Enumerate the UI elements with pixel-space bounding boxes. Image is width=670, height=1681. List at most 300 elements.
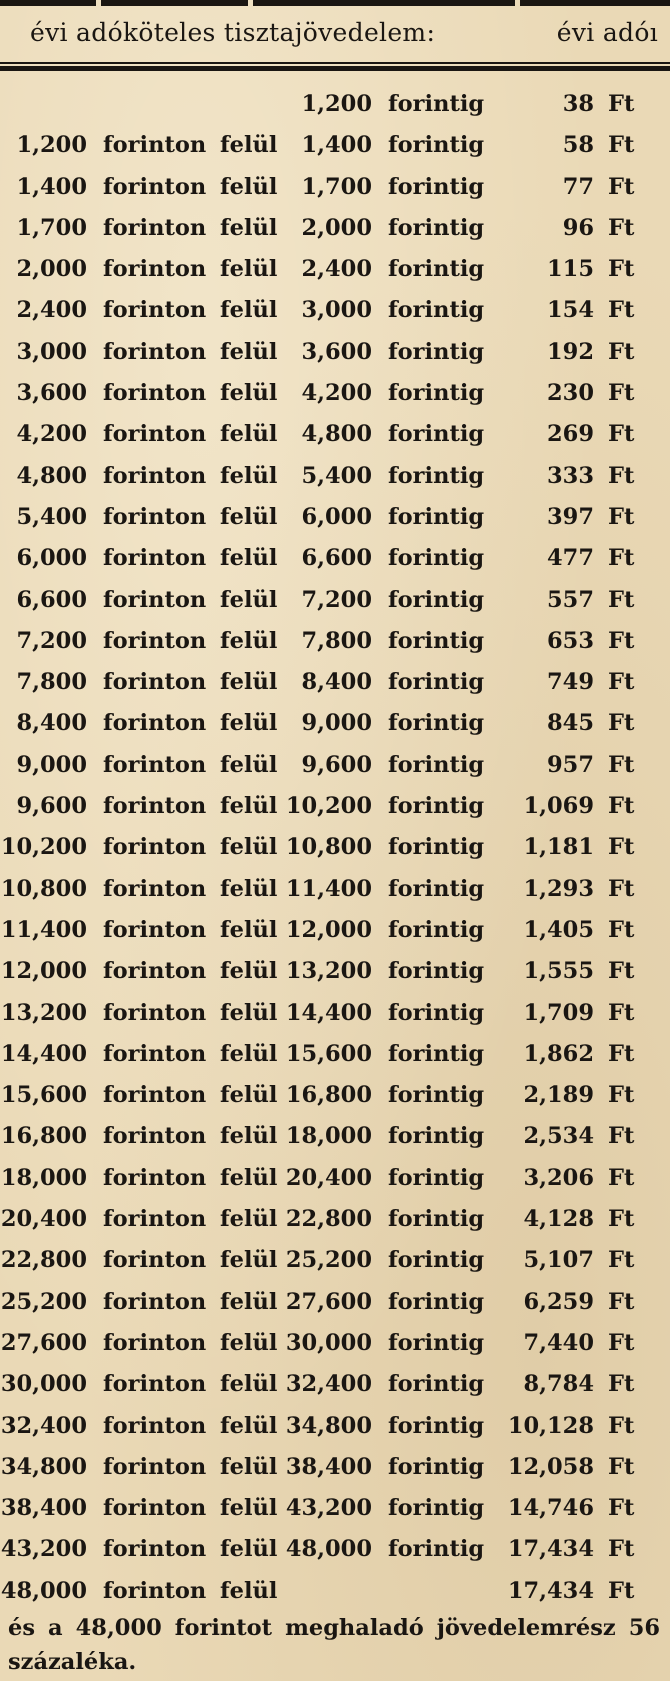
annual-tax: 6,259 (523, 1288, 594, 1315)
income-column-heading: évi adóköteles tisztajövedelem: (30, 18, 436, 47)
currency-label-from: forinton (103, 503, 207, 530)
currency-label-from: forinton (103, 545, 207, 572)
above-label: felül (220, 627, 278, 654)
income-from: 9,000 (16, 751, 87, 778)
footnote-line-1: és a 48,000 forintot meghaladó jövedelemrész 56 (8, 1615, 660, 1641)
currency-unit: Ft (608, 214, 635, 241)
income-to: 8,400 (301, 669, 372, 696)
currency-label-to: forintig (388, 710, 485, 737)
currency-unit: Ft (608, 173, 635, 200)
above-label: felül (220, 132, 278, 159)
annual-tax: 96 (562, 214, 594, 241)
table-row (0, 996, 670, 1037)
above-label: felül (220, 1040, 278, 1067)
annual-tax: 230 (547, 380, 594, 407)
income-from: 6,000 (16, 545, 87, 572)
currency-label-from: forinton (103, 462, 207, 489)
currency-label-to: forintig (388, 1040, 485, 1067)
currency-label-from: forinton (103, 214, 207, 241)
currency-unit: Ft (608, 1536, 635, 1563)
income-from: 30,000 (0, 1371, 87, 1398)
currency-label-to: forintig (388, 421, 485, 448)
income-from: 14,400 (0, 1040, 87, 1067)
annual-tax: 1,181 (523, 834, 594, 861)
income-from: 27,600 (0, 1329, 87, 1356)
income-to: 5,400 (301, 462, 372, 489)
income-to: 1,700 (301, 173, 372, 200)
currency-label-to: forintig (388, 173, 485, 200)
currency-label-from: forinton (103, 338, 207, 365)
currency-unit: Ft (608, 462, 635, 489)
currency-unit: Ft (608, 710, 635, 737)
annual-tax: 115 (547, 256, 594, 283)
table-row (0, 1532, 670, 1573)
above-label: felül (220, 751, 278, 778)
currency-label-from: forinton (103, 1329, 207, 1356)
annual-tax: 397 (547, 503, 594, 530)
currency-label-to: forintig (388, 503, 485, 530)
currency-label-from: forinton (103, 1040, 207, 1067)
annual-tax: 17,434 (507, 1577, 594, 1604)
currency-unit: Ft (608, 1082, 635, 1109)
currency-unit: Ft (608, 1329, 635, 1356)
table-row (0, 500, 670, 541)
currency-label-from: forinton (103, 132, 207, 159)
above-label: felül (220, 462, 278, 489)
annual-tax: 557 (547, 586, 594, 613)
annual-tax: 2,534 (523, 1123, 594, 1150)
annual-tax: 1,555 (523, 958, 594, 985)
currency-unit: Ft (608, 132, 635, 159)
currency-unit: Ft (608, 1412, 635, 1439)
income-from: 5,400 (16, 503, 87, 530)
income-from: 16,800 (0, 1123, 87, 1150)
income-from: 18,000 (0, 1164, 87, 1191)
table-row (0, 1450, 670, 1491)
table-row (0, 541, 670, 582)
table-row (0, 1285, 670, 1326)
annual-tax: 269 (547, 421, 594, 448)
currency-unit: Ft (608, 1577, 635, 1604)
above-label: felül (220, 669, 278, 696)
annual-tax: 12,058 (507, 1453, 594, 1480)
income-to: 4,200 (301, 380, 372, 407)
currency-label-to: forintig (388, 91, 485, 117)
header-divider-thick (0, 66, 670, 71)
income-from: 7,200 (16, 627, 87, 654)
currency-label-from: forinton (103, 1453, 207, 1480)
currency-unit: Ft (608, 1040, 635, 1067)
currency-label-to: forintig (388, 1329, 485, 1356)
currency-label-to: forintig (388, 1206, 485, 1233)
currency-unit: Ft (608, 256, 635, 283)
income-from: 48,000 (0, 1577, 87, 1604)
table-row (0, 417, 670, 458)
currency-unit: Ft (608, 297, 635, 324)
income-from: 9,600 (16, 793, 87, 820)
top-rule (0, 0, 670, 8)
above-label: felül (220, 1123, 278, 1150)
annual-tax: 957 (547, 751, 594, 778)
table-row (0, 1202, 670, 1243)
table-row (0, 293, 670, 334)
table-row (0, 1161, 670, 1202)
currency-label-from: forinton (103, 173, 207, 200)
table-row (0, 624, 670, 665)
currency-label-to: forintig (388, 1453, 485, 1480)
currency-unit: Ft (608, 586, 635, 613)
above-label: felül (220, 999, 278, 1026)
income-from: 1,400 (16, 173, 87, 200)
above-label: felül (220, 380, 278, 407)
above-label: felül (220, 1329, 278, 1356)
currency-label-to: forintig (388, 834, 485, 861)
income-to: 38,400 (285, 1453, 372, 1480)
table-row (0, 789, 670, 830)
currency-unit: Ft (608, 421, 635, 448)
table-header (0, 12, 670, 56)
currency-label-from: forinton (103, 710, 207, 737)
table-row (0, 1119, 670, 1160)
above-label: felül (220, 1288, 278, 1315)
currency-unit: Ft (608, 1453, 635, 1480)
currency-label-from: forinton (103, 1495, 207, 1522)
above-label: felül (220, 793, 278, 820)
currency-label-to: forintig (388, 462, 485, 489)
annual-tax: 477 (547, 545, 594, 572)
currency-label-from: forinton (103, 669, 207, 696)
currency-label-to: forintig (388, 627, 485, 654)
above-label: felül (220, 1577, 278, 1604)
table-row (0, 830, 670, 871)
currency-label-from: forinton (103, 1082, 207, 1109)
table-row (0, 665, 670, 706)
currency-label-from: forinton (103, 916, 207, 943)
currency-label-to: forintig (388, 793, 485, 820)
income-from: 38,400 (0, 1495, 87, 1522)
above-label: felül (220, 1536, 278, 1563)
income-from: 11,400 (0, 916, 87, 943)
currency-unit: Ft (608, 1288, 635, 1315)
currency-unit: Ft (608, 91, 635, 117)
above-label: felül (220, 338, 278, 365)
income-to: 27,600 (285, 1288, 372, 1315)
above-label: felül (220, 421, 278, 448)
above-label: felül (220, 1206, 278, 1233)
footnote (8, 1611, 660, 1679)
income-to: 7,800 (301, 627, 372, 654)
table-row (0, 128, 670, 169)
above-label: felül (220, 1453, 278, 1480)
currency-unit: Ft (608, 999, 635, 1026)
income-from: 6,600 (16, 586, 87, 613)
annual-tax: 333 (547, 462, 594, 489)
currency-label-from: forinton (103, 1247, 207, 1274)
currency-unit: Ft (608, 669, 635, 696)
annual-tax: 58 (562, 132, 594, 159)
above-label: felül (220, 1412, 278, 1439)
income-from: 13,200 (0, 999, 87, 1026)
income-to: 3,600 (301, 338, 372, 365)
currency-label-to: forintig (388, 999, 485, 1026)
currency-unit: Ft (608, 1371, 635, 1398)
above-label: felül (220, 1495, 278, 1522)
table-row (0, 459, 670, 500)
currency-label-from: forinton (103, 1536, 207, 1563)
currency-label-from: forinton (103, 793, 207, 820)
income-from: 10,200 (0, 834, 87, 861)
currency-label-from: forinton (103, 627, 207, 654)
annual-tax: 10,128 (507, 1412, 594, 1439)
income-to: 6,000 (301, 503, 372, 530)
table-row (0, 1078, 670, 1119)
currency-label-to: forintig (388, 132, 485, 159)
footnote-line-2: százaléka. (8, 1649, 137, 1675)
annual-tax: 5,107 (523, 1247, 594, 1274)
currency-label-from: forinton (103, 834, 207, 861)
currency-label-to: forintig (388, 1288, 485, 1315)
above-label: felül (220, 256, 278, 283)
income-to: 32,400 (285, 1371, 372, 1398)
currency-unit: Ft (608, 793, 635, 820)
header-divider-thin (0, 62, 670, 64)
table-row (0, 954, 670, 995)
annual-tax: 14,746 (507, 1495, 594, 1522)
table-row (0, 335, 670, 376)
currency-unit: Ft (608, 875, 635, 902)
currency-label-from: forinton (103, 256, 207, 283)
table-row (0, 872, 670, 913)
income-to: 12,000 (285, 916, 372, 943)
income-from: 25,200 (0, 1288, 87, 1315)
annual-tax: 4,128 (523, 1206, 594, 1233)
income-to: 10,200 (285, 793, 372, 820)
annual-tax: 154 (547, 297, 594, 324)
income-from: 7,800 (16, 669, 87, 696)
above-label: felül (220, 586, 278, 613)
currency-label-to: forintig (388, 380, 485, 407)
currency-label-from: forinton (103, 1164, 207, 1191)
annual-tax: 77 (562, 173, 594, 200)
above-label: felül (220, 545, 278, 572)
currency-label-from: forinton (103, 380, 207, 407)
above-label: felül (220, 1247, 278, 1274)
currency-label-to: forintig (388, 1082, 485, 1109)
currency-unit: Ft (608, 751, 635, 778)
currency-label-to: forintig (388, 1412, 485, 1439)
income-from: 4,800 (16, 462, 87, 489)
income-from: 1,700 (16, 214, 87, 241)
income-to: 25,200 (285, 1247, 372, 1274)
above-label: felül (220, 503, 278, 530)
income-to: 34,800 (285, 1412, 372, 1439)
income-to: 14,400 (285, 999, 372, 1026)
income-from: 10,800 (0, 875, 87, 902)
annual-tax: 1,862 (523, 1040, 594, 1067)
currency-label-from: forinton (103, 1412, 207, 1439)
annual-tax: 1,405 (523, 916, 594, 943)
currency-label-to: forintig (388, 916, 485, 943)
currency-label-to: forintig (388, 751, 485, 778)
annual-tax: 749 (547, 669, 594, 696)
annual-tax: 845 (547, 710, 594, 737)
table-row (0, 170, 670, 211)
currency-unit: Ft (608, 916, 635, 943)
table-row (0, 748, 670, 789)
income-to: 22,800 (285, 1206, 372, 1233)
currency-label-from: forinton (103, 1206, 207, 1233)
table-row (0, 211, 670, 252)
income-from: 20,400 (0, 1206, 87, 1233)
above-label: felül (220, 834, 278, 861)
annual-tax: 3,206 (523, 1164, 594, 1191)
income-to: 2,400 (301, 256, 372, 283)
income-to: 4,800 (301, 421, 372, 448)
table-row (0, 1409, 670, 1450)
currency-label-from: forinton (103, 1123, 207, 1150)
tax-column-heading: évi adóı (556, 18, 658, 47)
income-from: 4,200 (16, 421, 87, 448)
income-from: 43,200 (0, 1536, 87, 1563)
income-from: 2,400 (16, 297, 87, 324)
currency-label-from: forinton (103, 421, 207, 448)
income-to: 18,000 (285, 1123, 372, 1150)
table-row (0, 1367, 670, 1408)
currency-unit: Ft (608, 1247, 635, 1274)
currency-label-to: forintig (388, 958, 485, 985)
table-row (0, 376, 670, 417)
income-from: 2,000 (16, 256, 87, 283)
currency-label-to: forintig (388, 1495, 485, 1522)
currency-label-to: forintig (388, 875, 485, 902)
annual-tax: 17,434 (507, 1536, 594, 1563)
currency-unit: Ft (608, 545, 635, 572)
table-row (0, 1491, 670, 1532)
currency-label-to: forintig (388, 214, 485, 241)
income-to: 48,000 (285, 1536, 372, 1563)
currency-unit: Ft (608, 834, 635, 861)
currency-unit: Ft (608, 380, 635, 407)
table-row (0, 706, 670, 747)
income-to: 13,200 (285, 958, 372, 985)
table-row (0, 1243, 670, 1284)
income-to: 15,600 (285, 1040, 372, 1067)
table-row (0, 583, 670, 624)
currency-label-from: forinton (103, 958, 207, 985)
above-label: felül (220, 875, 278, 902)
income-from: 32,400 (0, 1412, 87, 1439)
income-to: 20,400 (285, 1164, 372, 1191)
currency-label-to: forintig (388, 338, 485, 365)
annual-tax: 8,784 (523, 1371, 594, 1398)
income-to: 6,600 (301, 545, 372, 572)
currency-label-to: forintig (388, 545, 485, 572)
above-label: felül (220, 1164, 278, 1191)
table-row (0, 87, 670, 128)
income-to: 1,400 (301, 132, 372, 159)
income-from: 15,600 (0, 1082, 87, 1109)
annual-tax: 192 (547, 338, 594, 365)
currency-label-from: forinton (103, 999, 207, 1026)
currency-unit: Ft (608, 1123, 635, 1150)
annual-tax: 1,709 (523, 999, 594, 1026)
income-to: 9,000 (301, 710, 372, 737)
income-to: 9,600 (301, 751, 372, 778)
currency-unit: Ft (608, 503, 635, 530)
currency-label-from: forinton (103, 1371, 207, 1398)
table-row (0, 1037, 670, 1078)
income-from: 12,000 (0, 958, 87, 985)
currency-label-to: forintig (388, 297, 485, 324)
income-from: 3,600 (16, 380, 87, 407)
income-to: 30,000 (285, 1329, 372, 1356)
currency-label-from: forinton (103, 586, 207, 613)
income-from: 22,800 (0, 1247, 87, 1274)
annual-tax: 1,069 (523, 793, 594, 820)
table-row (0, 1574, 670, 1615)
above-label: felül (220, 214, 278, 241)
above-label: felül (220, 958, 278, 985)
currency-unit: Ft (608, 1495, 635, 1522)
annual-tax: 7,440 (523, 1329, 594, 1356)
income-to: 10,800 (285, 834, 372, 861)
table-row (0, 252, 670, 293)
above-label: felül (220, 710, 278, 737)
table-row (0, 913, 670, 954)
currency-label-from: forinton (103, 297, 207, 324)
currency-label-to: forintig (388, 586, 485, 613)
currency-label-from: forinton (103, 875, 207, 902)
annual-tax: 38 (562, 91, 594, 117)
currency-unit: Ft (608, 1206, 635, 1233)
currency-label-to: forintig (388, 256, 485, 283)
currency-unit: Ft (608, 958, 635, 985)
annual-tax: 2,189 (523, 1082, 594, 1109)
currency-unit: Ft (608, 1164, 635, 1191)
income-from: 34,800 (0, 1453, 87, 1480)
income-from: 3,000 (16, 338, 87, 365)
currency-label-from: forinton (103, 751, 207, 778)
currency-label-to: forintig (388, 1164, 485, 1191)
currency-unit: Ft (608, 338, 635, 365)
currency-label-to: forintig (388, 1247, 485, 1274)
above-label: felül (220, 1371, 278, 1398)
income-to: 2,000 (301, 214, 372, 241)
tax-table (0, 87, 670, 1615)
income-from: 8,400 (16, 710, 87, 737)
table-row (0, 1326, 670, 1367)
income-to: 3,000 (301, 297, 372, 324)
currency-unit: Ft (608, 627, 635, 654)
annual-tax: 653 (547, 627, 594, 654)
currency-label-from: forinton (103, 1288, 207, 1315)
income-from: 1,200 (16, 132, 87, 159)
currency-label-to: forintig (388, 1536, 485, 1563)
above-label: felül (220, 297, 278, 324)
income-to: 11,400 (285, 875, 372, 902)
income-to: 43,200 (285, 1495, 372, 1522)
currency-label-to: forintig (388, 1371, 485, 1398)
income-to: 1,200 (301, 91, 372, 117)
currency-label-to: forintig (388, 669, 485, 696)
currency-label-to: forintig (388, 1123, 485, 1150)
currency-label-from: forinton (103, 1577, 207, 1604)
annual-tax: 1,293 (523, 875, 594, 902)
above-label: felül (220, 916, 278, 943)
income-to: 7,200 (301, 586, 372, 613)
income-to: 16,800 (285, 1082, 372, 1109)
above-label: felül (220, 173, 278, 200)
